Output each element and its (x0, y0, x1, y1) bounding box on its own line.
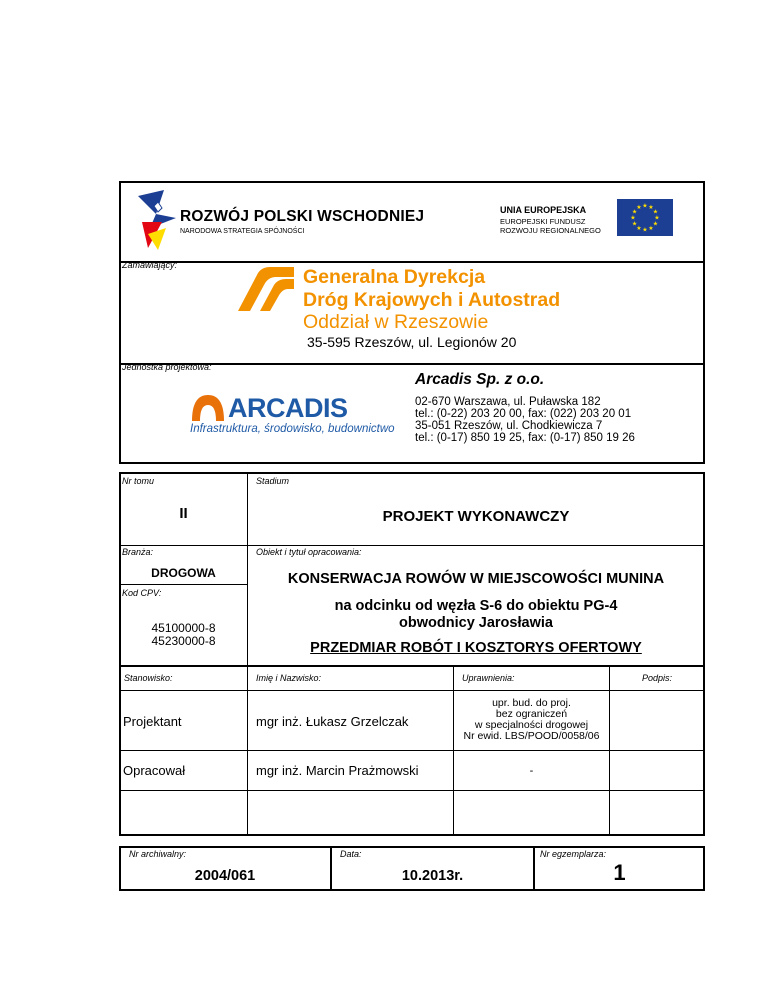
stadium-label: Stadium (256, 476, 290, 486)
eu-title: UNIA EUROPEJSKA (500, 205, 587, 215)
eu-star-icon: ★ (652, 209, 659, 216)
rpw-logo-icon (136, 188, 178, 252)
eu-star-icon: ★ (652, 221, 659, 228)
staff-row-1-rights-1: upr. bud. do proj. (492, 697, 571, 709)
staff-row-1-position: Projektant (123, 714, 182, 729)
arcadis-logo-icon (190, 393, 226, 423)
staff-row-1-rights-3: w specjalności drogowej (474, 719, 589, 731)
arcadis-logo-name: ARCADIS (228, 393, 348, 423)
eu-star-icon: ★ (654, 215, 660, 222)
client-label: Zamawiający: (122, 260, 178, 270)
copy-label: Nr egzemplarza: (540, 849, 607, 859)
eu-star-icon: ★ (648, 205, 654, 212)
eu-star-icon: ★ (648, 225, 654, 232)
eu-star-icon: ★ (630, 215, 636, 222)
project-divider (247, 473, 248, 666)
object-label: Obiekt i tytuł opracowania: (256, 547, 362, 557)
title-line-4: PRZEDMIAR ROBÓT I KOSZTORYS OFERTOWY (310, 640, 642, 656)
staff-row-line-1 (120, 690, 704, 691)
designer-address-2: tel.: (0-22) 203 20 00, fax: (022) 203 20 01 (415, 408, 632, 420)
archive-label: Nr archiwalny: (129, 849, 187, 859)
gddkia-line-3: Oddział w Rzeszowie (303, 311, 489, 333)
nr-tomu-value: II (179, 505, 188, 522)
designer-address-1: 02-670 Warszawa, ul. Puławska 182 (415, 396, 601, 408)
staff-row-1-name: mgr inż. Łukasz Grzelczak (256, 714, 409, 729)
stadium-value: PROJEKT WYKONAWCZY (382, 508, 570, 525)
rpw-subtitle: NARODOWA STRATEGIA SPÓJNOŚCI (180, 228, 305, 235)
staff-row-2-rights: - (529, 765, 534, 777)
staff-header-position: Stanowisko: (124, 673, 173, 683)
designer-label: Jednostka projektowa: (122, 362, 212, 372)
eu-star-icon: ★ (636, 225, 642, 232)
date-label: Data: (340, 849, 362, 859)
cpv-label: Kod CPV: (122, 588, 162, 598)
eu-flag-icon (617, 199, 673, 236)
client-address: 35-595 Rzeszów, ul. Legionów 20 (307, 334, 517, 350)
eu-star-icon: ★ (642, 227, 648, 234)
staff-row-2-name: mgr inż. Marcin Prażmowski (256, 763, 419, 778)
staff-row-line-3 (120, 790, 704, 791)
project-row-line (120, 545, 704, 546)
eu-line-2: ROZWOJU REGIONALNEGO (500, 226, 601, 235)
title-line-2: na odcinku od węzła S-6 do obiektu PG-4 (334, 598, 618, 614)
rpw-title: ROZWÓJ POLSKI WSCHODNIEJ (180, 208, 425, 225)
branza-label: Branża: (122, 547, 154, 557)
date-value: 10.2013r. (401, 868, 464, 884)
copy-value: 1 (613, 860, 626, 885)
title-line-3: obwodnicy Jarosławia (399, 615, 553, 631)
eu-star-icon: ★ (631, 221, 638, 228)
gddkia-line-2: Dróg Krajowych i Autostrad (303, 289, 561, 311)
designer-address-3: 35-051 Rzeszów, ul. Chodkiewicza 7 (415, 420, 603, 432)
staff-row-1-rights-4: Nr ewid. LBS/POOD/0058/06 (463, 730, 600, 742)
staff-header-name: Imię i Nazwisko: (256, 673, 322, 683)
staff-header-rights: Uprawnienia: (462, 673, 515, 683)
eu-star-icon: ★ (642, 203, 648, 210)
designer-company: Arcadis Sp. z o.o. (415, 371, 545, 388)
nr-tomu-label: Nr tomu (122, 476, 155, 486)
cpv-code-2: 45230000-8 (151, 634, 216, 648)
eu-star-icon: ★ (636, 205, 642, 212)
gddkia-logo-icon (236, 267, 296, 313)
staff-row-2-position: Opracował (123, 763, 186, 778)
gddkia-line-1: Generalna Dyrekcja (303, 266, 486, 288)
staff-row-1-rights-2: bez ograniczeń (495, 708, 568, 720)
eu-line-1: EUROPEJSKI FUNDUSZ (500, 217, 586, 226)
archive-value: 2004/061 (194, 868, 256, 884)
title-line-1: KONSERWACJA ROWÓW W MIEJSCOWOŚCI MUNINA (287, 571, 665, 587)
designer-address-4: tel.: (0-17) 850 19 25, fax: (0-17) 850 19 26 (415, 432, 635, 444)
branza-value: DROGOWA (151, 566, 216, 580)
arcadis-tagline: Infrastruktura, środowisko, budownictwo (190, 423, 395, 435)
cpv-code-1: 45100000-8 (151, 621, 216, 635)
staff-row-line-2 (120, 750, 704, 751)
staff-header-signature: Podpis: (642, 673, 673, 683)
eu-star-icon: ★ (631, 209, 638, 216)
branza-cpv-line (120, 584, 247, 585)
